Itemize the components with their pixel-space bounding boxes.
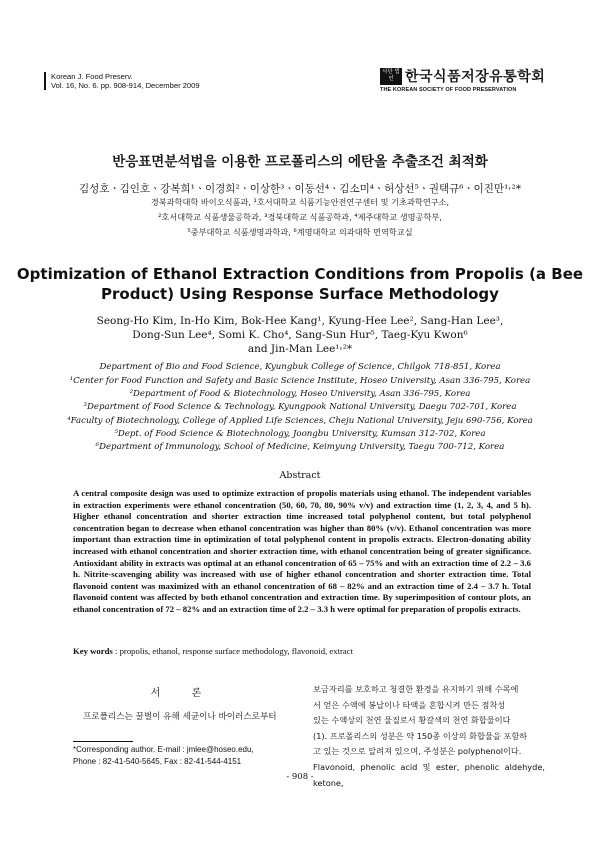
body-line: Flavonoid, phenolic acid 및 ester, phenolic aldehyde, ketone, [313, 761, 545, 788]
english-authors-line-3: and Jin-Man Lee¹˒²* [247, 343, 353, 355]
journal-name: Korean J. Food Preserv. [51, 72, 133, 81]
journal-volume: Vol. 16, No. 6. pp. 908-914, December 2009 [51, 81, 200, 90]
footnote-phone: Phone : 82-41-540-5645, Fax : 82-41-544-4151 [73, 757, 242, 766]
footnote-divider [73, 741, 133, 742]
abstract-heading: Abstract [279, 470, 321, 481]
english-authors-line-1: Seong-Ho Kim, In-Ho Kim, Bok-Hee Kang¹, Kyung-Hee Lee², Sang-Han Lee³, [96, 315, 504, 327]
keywords [73, 646, 353, 656]
english-title-line-1: Optimization of Ethanol Extraction Conditions from Propolis (a Bee [16, 265, 584, 283]
english-authors-line-2: Dong-Sun Lee⁴, Somi K. Cho⁴, Sang-Sun Hur⁵, Taeg-Kyu Kwon⁶ [132, 329, 468, 341]
keywords-list: : propolis, ethanol, response surface methodology, flavonoid, extract [115, 646, 354, 656]
english-authors [0, 314, 600, 356]
english-affiliation: ⁵Dept. of Food Science & Biotechnology, Joongbu University, Kumsan 312-702, Korea [114, 429, 486, 439]
footnote-email: *Corresponding author. E-mail : jmlee@hoseo.edu, [73, 745, 254, 754]
body-line: (1). 프로폴리스의 성분은 약 150종 이상의 화합물을 포함하 [313, 730, 528, 741]
logo-english-name: THE KOREAN SOCIETY OF FOOD PRESERVATION [380, 87, 517, 93]
english-affiliation: ³Department of Food Science & Technology, Kyungpook National University, Daegu 702-701, Korea [83, 402, 517, 412]
english-affiliation: Department of Bio and Food Science, Kyungbuk College of Science, Chilgok 718-851, Korea [99, 362, 501, 372]
abstract-text: A central composite design was used to optimize extraction of propolis materials using ethanol. The independent variables in extraction experiments were ethanol concentration (50, 60, 70, 80, 90% v/v) and extraction time (1, 2, 3, 4, and 5 h). Higher ethanol concentration and shorter extraction time increased total polyphenol content, but total polyphenol concentration began to decrease when ethanol concentration was higher than 80% (v/v). Ethanol concentration was more important than extraction time in optimization of total polyphenol content in propolis extracts. Electron-donating ability increased with ethanol concentration and shorter extraction time, with ethanol concentration being of greater significance. Antioxidant ability in extracts was optimal at an ethanol concentration of 65 – 75% and with an extraction time of 2.2 – 3.6 h. Nitrite-scavenging ability was increased with use of higher ethanol concentration and shorter extraction time. Total flavonoid content was maximized with an ethanol concentration of 68 – 82% and an extraction time of 2.4 – 3.7 h. Total flavonoid content was affected by both ethanol concentration and extraction time. By superimposition of contour plots, an ethanol concentration of 72 – 82% and an extraction time of 2.2 – 3.3 h were optimal for preparation of propolis extracts. [73, 488, 531, 614]
logo-mark: 사단 법인 [380, 68, 402, 85]
english-affiliation: ⁴Faculty of Biotechnology, College of Applied Life Sciences, Cheju National University, Jeju 690-756, Korea [67, 416, 533, 426]
english-title [0, 264, 600, 304]
intro-text-left: 프로폴리스는 꿀벌이 유해 세균이나 바이러스로부터 [83, 712, 277, 722]
korean-affiliation-1: 경북과학대학 바이오식품과, ¹호서대학교 식품기능안전연구센터 및 기초과학연구소, [150, 197, 450, 207]
korean-authors: 김성호ㆍ김인호ㆍ강복희¹ㆍ이경희²ㆍ이상한³ㆍ이동선⁴ㆍ김소미⁴ㆍ허상선⁵ㆍ권택규⁶ㆍ이진만¹˒²* [79, 183, 521, 195]
korean-title: 반응표면분석법을 이용한 프로폴리스의 에탄올 추출조건 최적화 [112, 154, 488, 170]
english-affiliation: ⁶Department of Immunology, School of Medicine, Keimyung University, Taegu 700-712, Korea [95, 442, 505, 452]
page-number: - 908 - [286, 772, 314, 782]
corresponding-author-footnote [73, 744, 254, 768]
body-line: 보금자리를 보호하고 청결한 환경을 유지하기 위해 수목에 [313, 684, 519, 694]
korean-affiliation-2: ²호서대학교 식품생물공학과, ³경북대학교 식품공학과, ⁴제주대학교 생명공학부, [158, 212, 442, 222]
english-affiliation: ²Department of Food & Biotechnology, Hoseo University, Asan 336-795, Korea [129, 389, 471, 399]
korean-affiliation-3: ⁵중부대학교 식품생명과학과, ⁶계명대학교 의과대학 면역학교실 [187, 227, 413, 237]
society-logo [380, 66, 550, 93]
body-line: 있는 수액상의 천연 물질로서 황갈색의 천연 화합물이다 [313, 715, 511, 726]
english-title-line-2: Product) Using Response Surface Methodology [101, 285, 499, 303]
keywords-label: Key words [73, 646, 113, 656]
body-line: 고 있는 것으로 알려져 있으며, 주성분은 polyphenol이다. [313, 746, 522, 757]
english-affiliation: ¹Center for Food Function and Safety and Basic Science Institute, Hoseo University, Asan 336-795, Korea [69, 376, 531, 386]
journal-citation [44, 72, 200, 90]
logo-korean-name: 한국식품저장유통학회 [405, 69, 546, 85]
section-heading-introduction: 서 론 [150, 688, 216, 699]
body-line: 서 얻은 수액에 봉납이나 타액을 혼합시켜 만든 점착성 [313, 699, 506, 710]
